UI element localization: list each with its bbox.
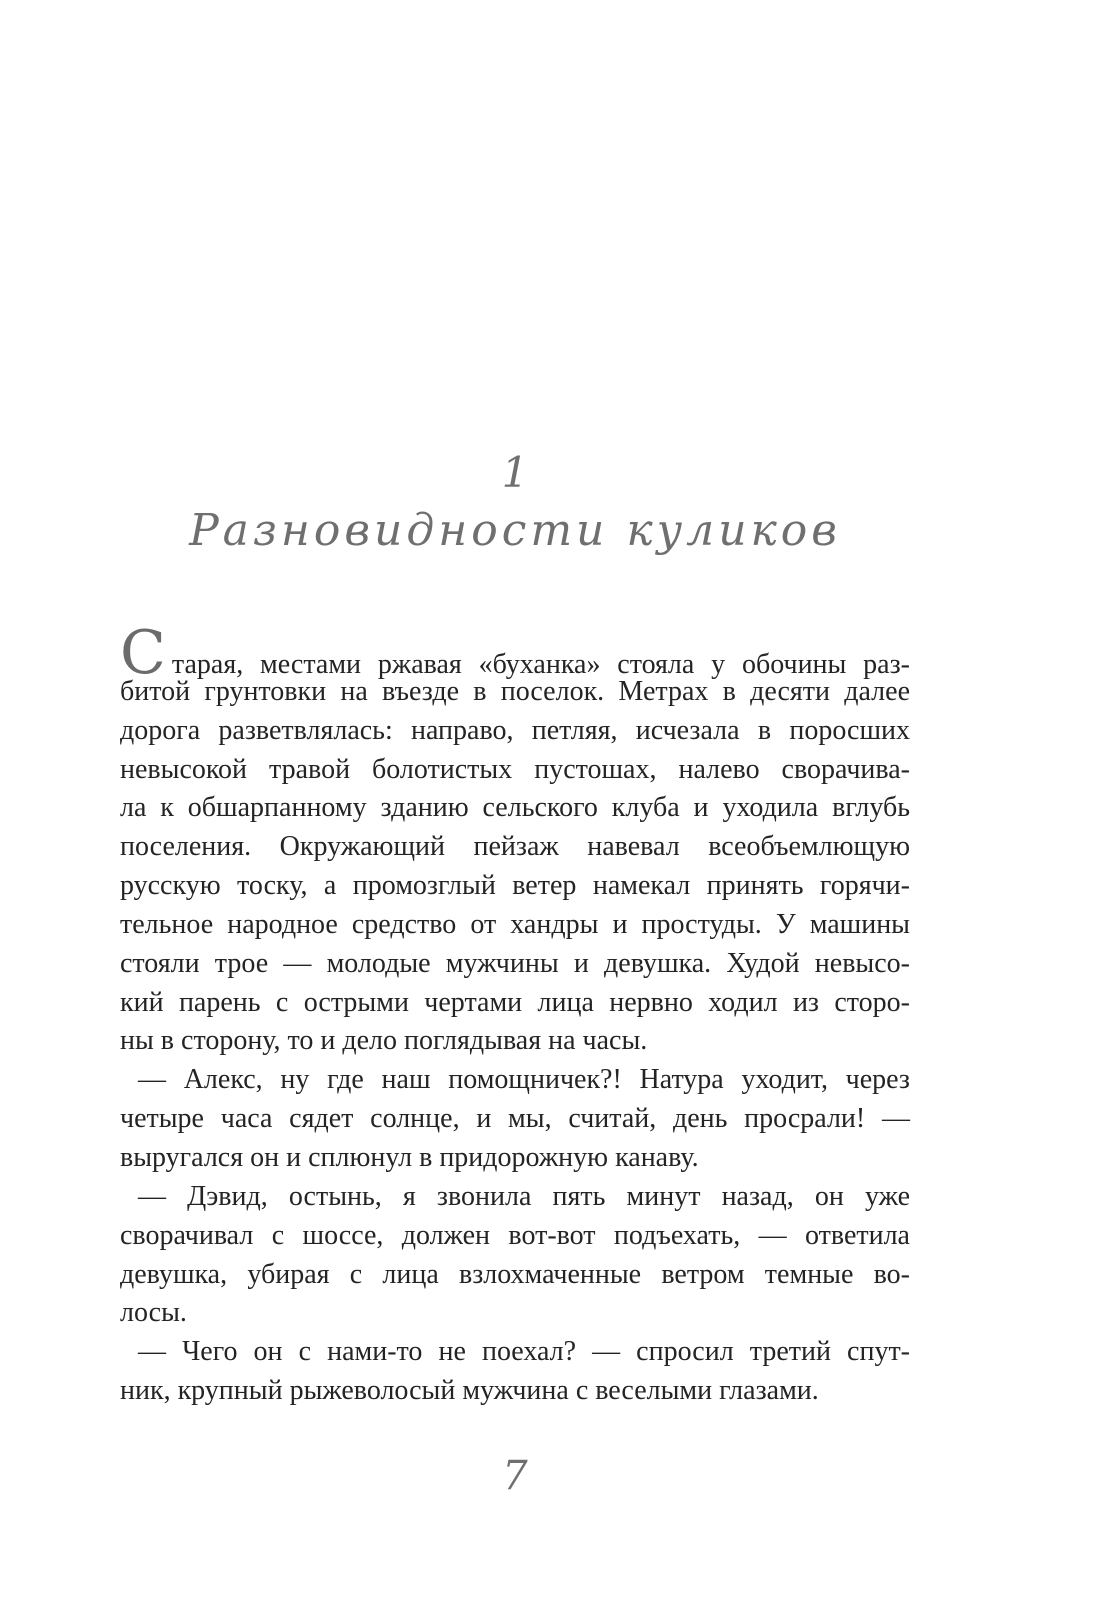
text-line: невысокой травой болотистых пустошах, налево сворачива-	[120, 753, 910, 785]
text-line: ны в сторону, то и дело поглядывая на часы.	[120, 1025, 648, 1057]
body-text	[120, 618, 910, 1411]
text-line: — Алекс, ну где наш помощничек?! Натура уходит, через	[138, 1064, 910, 1096]
text-line: ла к обшарпанному зданию сельского клуба и уходила вглубь	[120, 792, 910, 824]
text-line: кий парень с острыми чертами лица нервно ходил из сторо-	[120, 986, 910, 1018]
text-line: — Дэвид, остынь, я звонила пять минут назад, он уже	[138, 1180, 910, 1212]
text-line: битой грунтовки на въезде в поселок. Метрах в десяти далее	[120, 675, 910, 707]
text-line: четыре часа сядет солнце, и мы, считай, день просрали! —	[120, 1103, 910, 1135]
text-line: сворачивал с шоссе, должен вот-вот подъехать, — ответила	[120, 1219, 910, 1251]
text-line: лосы.	[120, 1297, 187, 1329]
chapter-heading	[120, 449, 910, 559]
text-line: тельное народное средство от хандры и простуды. У машины	[120, 908, 910, 940]
drop-cap-letter: С	[120, 618, 166, 688]
text-line: — Чего он с нами-то не поехал? — спросил третий спут-	[138, 1336, 910, 1368]
text-line: русскую тоску, а промозглый ветер намекал принять горячи-	[120, 870, 910, 902]
page-number: 7	[502, 1453, 528, 1499]
chapter-number: 1	[501, 448, 529, 497]
text-line: ник, крупный рыжеволосый мужчина с веселыми глазами.	[120, 1375, 819, 1407]
text-line: стояли трое — молодые мужчины и девушка. Худой невысо-	[120, 947, 910, 979]
text-line: поселения. Окружающий пейзаж навевал всеобъемлющую	[120, 831, 910, 863]
text-line	[120, 618, 910, 688]
text-line: выругался он и сплюнул в придорожную канаву.	[120, 1141, 699, 1173]
text-line: дорога разветвлялась: направо, петляя, исчезала в поросших	[120, 714, 910, 746]
first-line-text: тарая, местами ржавая «буханка» стояла у обочины раз-	[171, 649, 910, 680]
text-line: девушка, убирая с лица взлохмаченные ветром темные во-	[120, 1258, 910, 1290]
chapter-title: Разновидности куликов	[189, 505, 841, 556]
